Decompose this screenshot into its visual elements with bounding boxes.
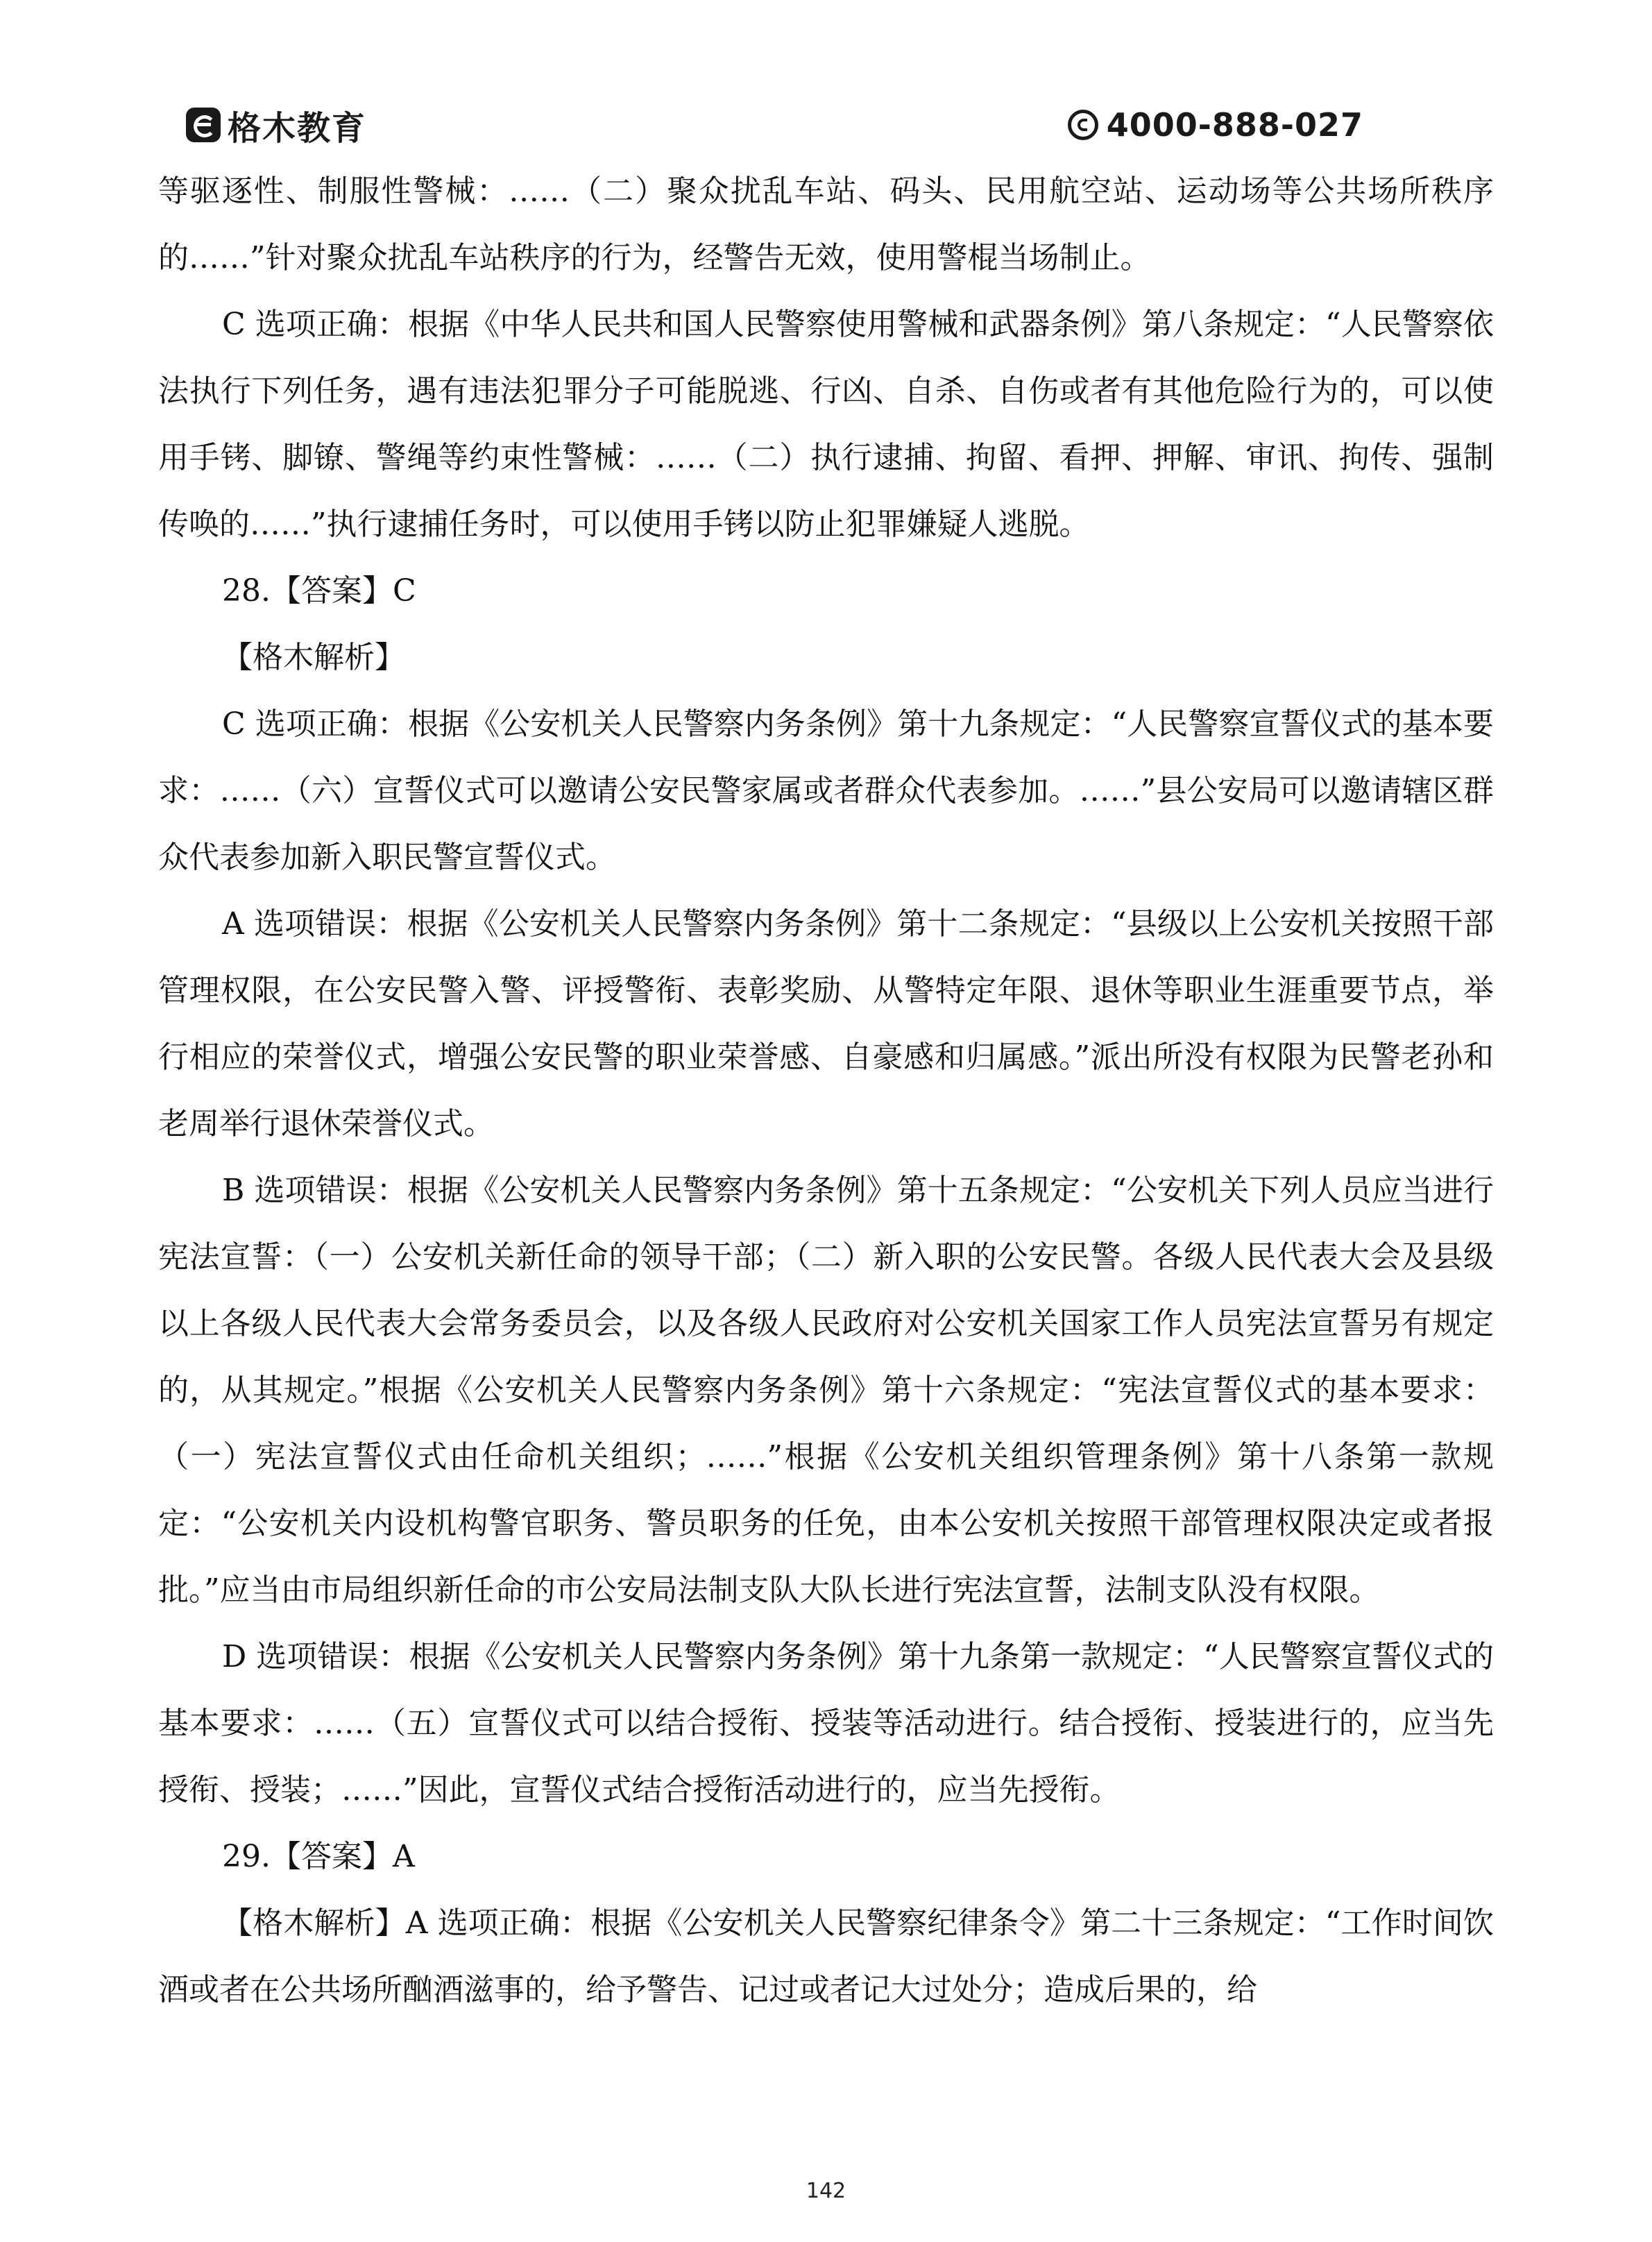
analysis-heading-28: 【格木解析】 xyxy=(222,640,405,675)
answer-29: 29.【答案】A xyxy=(222,1839,415,1874)
page-number: 142 xyxy=(806,2179,846,2203)
brand xyxy=(186,97,366,153)
paragraph-option-b-q28: B 选项错误：根据《公安机关人民警察内务条例》第十五条规定：“公安机关下列人员应当进行宪法宣誓：（一）公安机关新任命的领导干部；（二）新入职的公安民警。各级人民代表大会及县级以上各级人民代表大会常务委员会，以及各级人民政府对公安机关国家工作人员宪法宣誓另有规定的，从其规定。”根据《公安机关人民警察内务条例》第十六条规定：“宪法宣誓仪式的基本要求：（一）宪法宣誓仪式由任命机关组织；……”根据《公安机关组织管理条例》第十八条第一款规定：“公安机关内设机构警官职务、警员职务的任免，由本公安机关按照干部管理权限决定或者报批。”应当由市局组织新任命的市公安局法制支队大队长进行宪法宣誓，法制支队没有权限。 xyxy=(158,1173,1494,1608)
page-header xyxy=(186,97,1466,153)
paragraph-option-c-q27: C 选项正确：根据《中华人民共和国人民警察使用警械和武器条例》第八条规定：“人民警察依法执行下列任务，遇有违法犯罪分子可能脱逃、行凶、自杀、自伤或者有其他危险行为的，可以使用手铐、脚镣、警绳等约束性警械：……（二）执行逮捕、拘留、看押、押解、审讯、拘传、强制传唤的……”执行逮捕任务时，可以使用手铐以防止犯罪嫌疑人逃脱。 xyxy=(158,307,1494,542)
hotline-number: 4000-888-027 xyxy=(1106,106,1363,144)
brand-name: 格木教育 xyxy=(228,108,367,148)
paragraph-analysis-q29: 【格木解析】A 选项正确：根据《公安机关人民警察纪律条令》第二十三条规定：“工作时间饮酒或者在公共场所酗酒滋事的，给予警告、记过或者记大过处分；造成后果的，给 xyxy=(158,1905,1494,2007)
document-body xyxy=(158,158,1494,2023)
brand-logo-icon xyxy=(186,108,221,142)
paragraph-option-d-q28: D 选项错误：根据《公安机关人民警察内务条例》第十九条第一款规定：“人民警察宣誓仪式的基本要求：……（五）宣誓仪式可以结合授衔、授装等活动进行。结合授衔、授装进行的，应当先授衔、授装；……”因此，宣誓仪式结合授衔活动进行的，应当先授衔。 xyxy=(158,1639,1494,1808)
answer-28: 28.【答案】C xyxy=(222,573,416,609)
paragraph-option-c-q28: C 选项正确：根据《公安机关人民警察内务条例》第十九条规定：“人民警察宣誓仪式的基本要求：……（六）宣誓仪式可以邀请公安民警家属或者群众代表参加。……”县公安局可以邀请辖区群众代表参加新入职民警宣誓仪式。 xyxy=(158,706,1494,875)
hotline xyxy=(1068,97,1363,153)
paragraph-continuation: 等驱逐性、制服性警械：……（二）聚众扰乱车站、码头、民用航空站、运动场等公共场所秩序的……”针对聚众扰乱车站秩序的行为，经警告无效，使用警棍当场制止。 xyxy=(158,173,1494,275)
phone-icon xyxy=(1068,110,1098,140)
paragraph-option-a-q28: A 选项错误：根据《公安机关人民警察内务条例》第十二条规定：“县级以上公安机关按照干部管理权限，在公安民警入警、评授警衔、表彰奖励、从警特定年限、退休等职业生涯重要节点，举行相应的荣誉仪式，增强公安民警的职业荣誉感、自豪感和归属感。”派出所没有权限为民警老孙和老周举行退休荣誉仪式。 xyxy=(158,906,1494,1141)
